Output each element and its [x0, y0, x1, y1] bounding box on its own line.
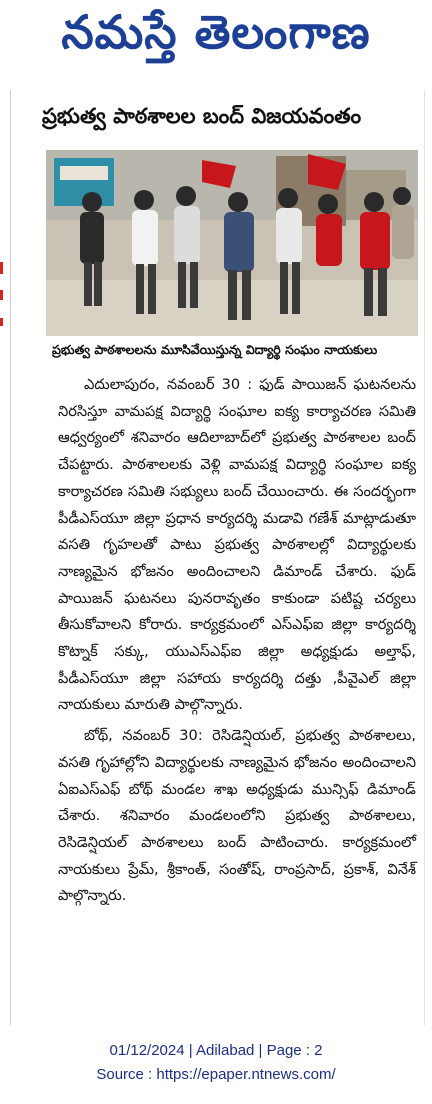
footer-source-line: Source : https://epaper.ntnews.com/	[96, 1066, 336, 1083]
photo-caption: ప్రభుత్వ పాఠశాలలను మూసివేయిస్తున్న విద్యార్థి సంఘం నాయకులు	[52, 342, 378, 357]
footer-date-line: 01/12/2024 | Adilabad | Page : 2	[109, 1042, 323, 1059]
edge-mark	[0, 318, 3, 326]
masthead	[0, 0, 432, 76]
article-paragraph: బోథ్, నవంబర్ 30: రెసిడెన్షియల్, ప్రభుత్వ పాఠశాలలు, వసతి గృహాల్లోని విద్యార్థులకు నాణ్యమైన భోజనం అందించాలని ఏఐఎస్‌ఎఫ్ బోథ్ మండల శాఖ అధ్యక్షుడు మున్సిఫ్ డిమాండ్ చేశారు. శనివారం మండలంలోని ప్రభుత్వ పాఠశాలలు, రెసిడెన్షియల్ పాఠశాలలు బంద్ పాటించారు. కార్యక్రమంలో నాయకులు ప్రేమ్, శ్రీకాంత్, సంతోష్, రాంప్రసాద్, ప్రకాశ్, వినేశ్ పాల్గొన్నారు.	[58, 727, 416, 905]
page-edge-left	[0, 90, 11, 1025]
page-edge-right	[424, 90, 432, 1025]
edge-mark	[0, 290, 3, 300]
news-photo	[46, 150, 418, 336]
article-paragraph: ఎదులాపురం, నవంబర్ 30 : ఫుడ్ పాయిజన్ ఘటనలను నిరసిస్తూ వామపక్ష విద్యార్థి సంఘాల ఐక్య కార్యాచరణ సమితి ఆధ్వర్యంలో శనివారం ఆదిలాబాద్‌లో ప్రభుత్వ పాఠశాలల బంద్ చేపట్టారు. పాఠశాలలకు వెళ్లి వామపక్ష విద్యార్థి సంఘాల ఐక్య కార్యాచరణ సమితి సభ్యులు బంద్ చేయించారు. ఈ సందర్భంగా పీడీఎస్‌యూ జిల్లా ప్రధాన కార్యదర్శి మడావి గణేశ్ మాట్లాడుతూ వసతి గృహలతో పాటు ప్రభుత్వ పాఠశాలల్లో విద్యార్థులకు నాణ్యమైన భోజనం అందించాలని డిమాండ్ చేశారు. ఫుడ్ పాయిజన్ ఘటనలు పునరావృతం కాకుండా పటిష్ట చర్యలు తీసుకోవాలని కోరారు. కార్యక్రమంలో ఎస్‌ఎఫ్‌ఐ జిల్లా కార్యదర్శి కొట్నాక్ సక్కు, యుఎస్‌ఎఫ్‌ఐ జిల్లా అధ్యక్షుడు అల్తాఫ్, పీడీఎస్‌యూ జిల్లా సహాయ కార్యదర్శి దత్తు ,పీవైఎల్ జిల్లా నాయకులు మారుతి పాల్గొన్నారు.	[58, 376, 416, 714]
edge-mark	[0, 262, 3, 274]
masthead-title: నమస్తే తెలంగాణ	[61, 5, 371, 59]
news-photo-graphic	[46, 150, 418, 336]
article-headline: ప్రభుత్వ పాఠశాలల బంద్ విజయవంతం	[42, 104, 362, 128]
article-body	[58, 372, 416, 914]
